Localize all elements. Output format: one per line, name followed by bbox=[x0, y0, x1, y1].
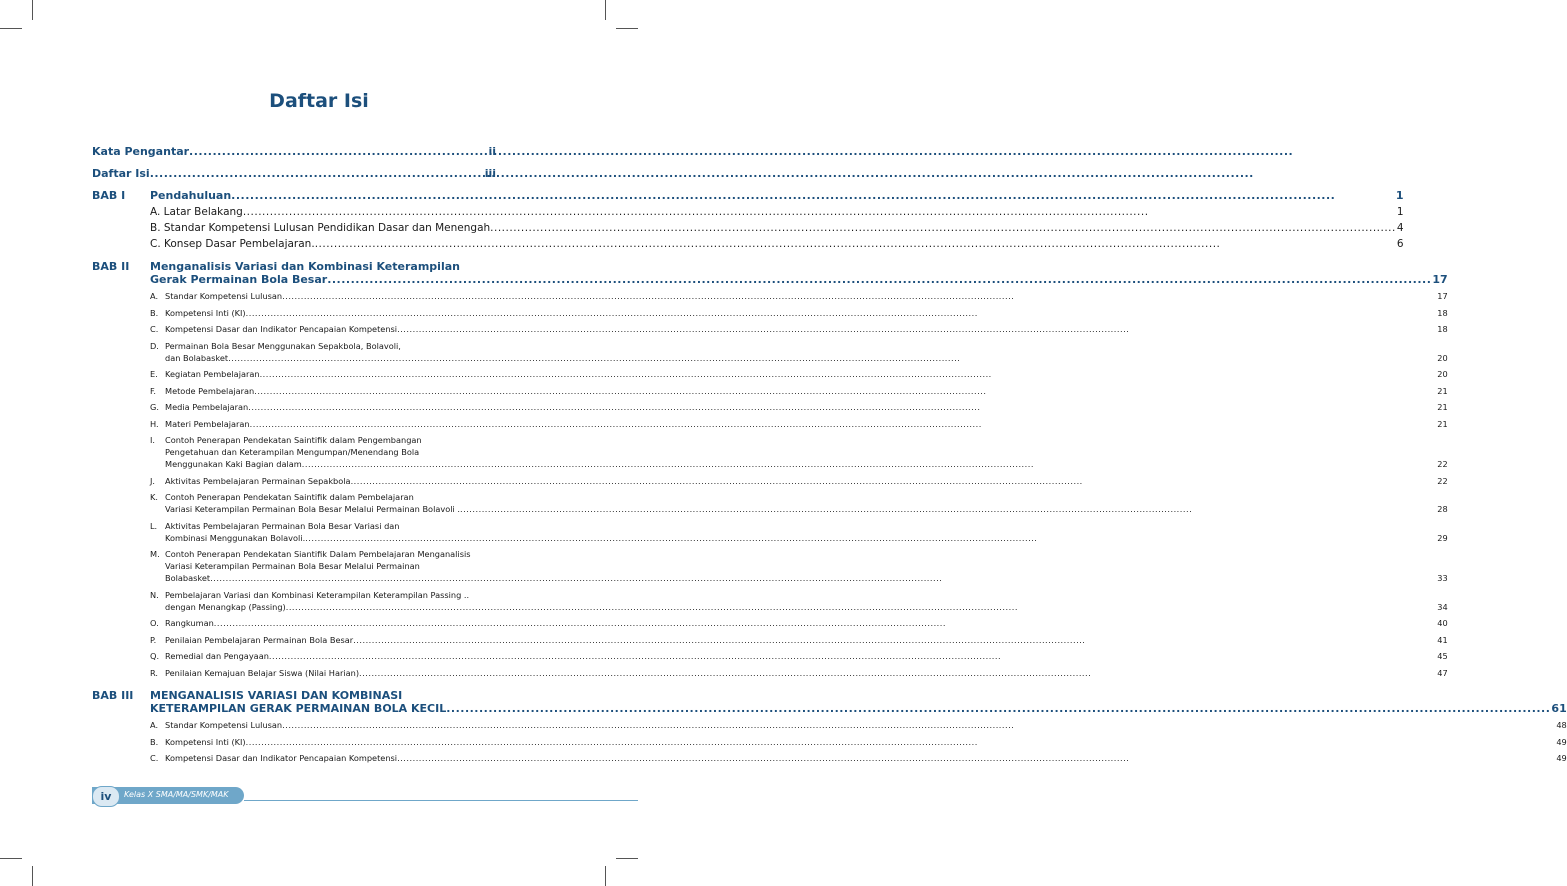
item-last-line-text: C. Konsep Dasar Pembelajaran. bbox=[150, 238, 315, 250]
dot-leader bbox=[246, 307, 1437, 319]
item-letter: E. bbox=[150, 369, 158, 379]
item-last-line bbox=[165, 736, 1567, 748]
list-item bbox=[150, 290, 1448, 302]
item-last-line bbox=[165, 458, 1448, 470]
dot-leader bbox=[250, 418, 1437, 430]
item-last-line-text: Penilaian Pembelajaran Permainan Bola Besar bbox=[165, 634, 354, 645]
page-number: iii bbox=[484, 167, 496, 180]
footer-book-title: Kelas X SMA/MA/SMK/MAK bbox=[124, 790, 229, 799]
page-number: 40 bbox=[1437, 618, 1448, 628]
item-last-line bbox=[150, 238, 1404, 250]
dot-leader bbox=[228, 352, 1436, 364]
dot-leader bbox=[210, 572, 1436, 584]
dot-leader bbox=[214, 617, 1437, 629]
toc-entry-text: Kata Pengantar bbox=[92, 145, 190, 158]
page-number: 4 bbox=[1396, 222, 1404, 234]
page-number: 49 bbox=[1556, 753, 1567, 763]
list-item bbox=[150, 238, 1404, 250]
item-content bbox=[165, 650, 1448, 662]
item-last-line-text: Kompetensi Dasar dan Indikator Pencapaian Kompetensi bbox=[165, 753, 398, 763]
chapter-title-line: Menganalisis Variasi dan Kombinasi Keterampilan bbox=[150, 260, 460, 273]
item-last-line bbox=[165, 475, 1448, 487]
page-number: 33 bbox=[1437, 573, 1448, 583]
chapter-title-last-line-text: KETERAMPILAN GERAK PERMAINAN BOLA KECIL bbox=[150, 702, 447, 715]
page-number: 21 bbox=[1437, 385, 1448, 396]
dot-leader bbox=[286, 601, 1437, 613]
item-last-line-text: Kombinasi Menggunakan Bolavoli. bbox=[165, 532, 306, 543]
item-letter: C. bbox=[150, 753, 159, 763]
dot-leader bbox=[353, 634, 1436, 646]
item-last-line bbox=[150, 222, 1404, 234]
page-number: 41 bbox=[1437, 634, 1448, 645]
list-item bbox=[150, 667, 1448, 679]
footer-rule bbox=[244, 800, 638, 801]
chapter-title-line: MENGANALISIS VARIASI DAN KOMBINASI bbox=[150, 689, 403, 702]
page-number: 22 bbox=[1437, 475, 1448, 486]
item-last-line bbox=[165, 650, 1448, 662]
page-number: 34 bbox=[1437, 601, 1448, 612]
dot-leader bbox=[243, 206, 1396, 218]
page-number: 20 bbox=[1437, 369, 1448, 379]
item-content bbox=[150, 238, 1404, 250]
page-number: 18 bbox=[1437, 324, 1448, 334]
item-last-line-text: Remedial dan Pengayaan bbox=[165, 651, 269, 661]
item-line: Contoh Penerapan Pendekatan Saintifik dalam Pengembangan bbox=[165, 435, 422, 445]
item-last-line bbox=[165, 667, 1448, 679]
item-last-line-text: Metode Pembelajaran bbox=[165, 385, 255, 396]
list-item bbox=[150, 340, 1448, 364]
dot-leader bbox=[305, 532, 1436, 544]
item-line: Permainan Bola Besar Menggunakan Sepakbola, Bolavoli, bbox=[165, 340, 401, 351]
item-content bbox=[165, 323, 1448, 335]
page-number: 48 bbox=[1556, 720, 1567, 730]
item-content bbox=[150, 206, 1404, 218]
item-last-line-text: dan Bolabasket bbox=[165, 352, 229, 363]
item-last-line-text: Media Pembelajaran bbox=[165, 402, 249, 412]
item-line: Contoh Penerapan Pendekatan Saintifik dalam Pembelajaran bbox=[165, 492, 414, 502]
chapter-label: BAB II bbox=[92, 260, 130, 273]
item-last-line-text: Menggunakan Kaki Bagian dalam bbox=[165, 459, 302, 469]
item-letter: D. bbox=[150, 340, 159, 351]
item-last-line-text: Standar Kompetensi Lulusan bbox=[165, 291, 283, 301]
item-last-line bbox=[165, 290, 1448, 302]
item-letter: R. bbox=[150, 667, 158, 678]
chapter-title-last-line-text: Pendahuluan bbox=[150, 189, 232, 202]
list-item bbox=[150, 736, 1567, 748]
page-number: 22 bbox=[1437, 459, 1448, 469]
dot-leader bbox=[327, 273, 1431, 286]
list-item bbox=[150, 222, 1404, 234]
item-letter: A. bbox=[150, 291, 159, 301]
item-letter: K. bbox=[150, 492, 158, 502]
item-last-line-text: Penilaian Kemajuan Belajar Siswa (Nilai Harian) bbox=[165, 667, 360, 678]
item-last-line bbox=[165, 368, 1448, 380]
page-number: 17 bbox=[1437, 291, 1448, 301]
dot-leader bbox=[397, 752, 1555, 764]
list-item bbox=[150, 385, 1448, 397]
toc-entry bbox=[92, 145, 496, 158]
item-content bbox=[165, 475, 1448, 487]
item-last-line-text: Rangkuman bbox=[165, 618, 214, 628]
item-last-line bbox=[165, 617, 1448, 629]
dot-leader bbox=[246, 736, 1556, 748]
item-last-line-text: Bolabasket bbox=[165, 573, 211, 583]
chapter-label: BAB I bbox=[92, 189, 126, 202]
list-item bbox=[150, 401, 1448, 413]
item-last-line-text: Kompetensi Inti (KI) bbox=[165, 736, 246, 747]
dot-leader bbox=[269, 650, 1436, 662]
item-line: Pengetahuan dan Keterampilan Mengumpan/Menendang Bola bbox=[165, 447, 420, 457]
chapter-body bbox=[150, 189, 1404, 254]
chapter-items bbox=[150, 206, 1404, 250]
dot-leader bbox=[302, 458, 1437, 470]
item-last-line-text: Kegiatan Pembelajaran bbox=[165, 369, 260, 379]
item-letter: P. bbox=[150, 634, 157, 645]
item-last-line-text: Kompetensi Inti (KI) bbox=[165, 307, 246, 318]
page-number: 21 bbox=[1437, 418, 1448, 429]
item-content bbox=[165, 401, 1448, 413]
item-letter: Q. bbox=[150, 651, 160, 661]
list-item bbox=[150, 307, 1448, 319]
chapter-items bbox=[150, 719, 1567, 764]
crop-mark bbox=[616, 28, 638, 29]
item-last-line bbox=[165, 401, 1448, 413]
page-number: 1 bbox=[1395, 189, 1404, 202]
list-item bbox=[150, 475, 1448, 487]
item-last-line bbox=[165, 634, 1448, 646]
item-last-line-text: Standar Kompetensi Lulusan bbox=[165, 720, 283, 730]
dot-leader bbox=[231, 189, 1395, 202]
page-number: 28 bbox=[1437, 504, 1448, 514]
list-item bbox=[150, 520, 1448, 544]
item-letter: C. bbox=[150, 324, 159, 334]
item-content bbox=[165, 368, 1448, 380]
item-content bbox=[165, 548, 1448, 584]
item-letter: G. bbox=[150, 402, 159, 412]
dot-leader bbox=[282, 719, 1555, 731]
item-content bbox=[165, 418, 1448, 430]
page-number: 45 bbox=[1437, 651, 1448, 661]
chapter-title-last-line bbox=[150, 702, 1567, 715]
chapter-items bbox=[150, 290, 1448, 679]
item-letter: H. bbox=[150, 418, 159, 429]
chapter-title bbox=[150, 189, 1404, 202]
item-line: Aktivitas Pembelajaran Permainan Bola Besar Variasi dan bbox=[165, 520, 400, 531]
item-letter: B. bbox=[150, 307, 159, 318]
page-number: 29 bbox=[1437, 532, 1448, 543]
dot-leader bbox=[260, 368, 1437, 380]
list-item bbox=[150, 491, 1448, 515]
item-content bbox=[165, 719, 1567, 731]
toc-entry bbox=[92, 167, 496, 180]
item-last-line bbox=[165, 532, 1448, 544]
dot-leader bbox=[189, 145, 487, 158]
chapter-block bbox=[92, 689, 1567, 769]
crop-mark bbox=[605, 0, 606, 20]
list-item bbox=[150, 548, 1448, 584]
dot-leader bbox=[282, 290, 1436, 302]
item-content bbox=[165, 340, 1448, 364]
list-item bbox=[150, 589, 1448, 613]
page-number: 21 bbox=[1437, 402, 1448, 412]
page-title: Daftar Isi bbox=[269, 90, 369, 112]
dot-leader bbox=[351, 475, 1437, 487]
dot-leader bbox=[315, 238, 1396, 250]
chapter-body bbox=[150, 689, 1567, 769]
item-last-line-text: Aktivitas Pembelajaran Permainan Sepakbola bbox=[165, 475, 351, 486]
table-of-contents bbox=[92, 145, 1567, 769]
crop-mark bbox=[0, 28, 22, 29]
dot-leader bbox=[248, 401, 1436, 413]
item-content bbox=[165, 667, 1448, 679]
item-content bbox=[165, 434, 1448, 470]
list-item bbox=[150, 719, 1567, 731]
item-content bbox=[165, 307, 1448, 319]
item-last-line-text: A. Latar Belakang bbox=[150, 206, 243, 218]
dot-leader bbox=[460, 503, 1436, 515]
item-last-line bbox=[165, 752, 1567, 764]
item-content bbox=[165, 634, 1448, 646]
crop-mark bbox=[32, 0, 33, 20]
item-last-line-text: B. Standar Kompetensi Lulusan Pendidikan Dasar dan Menengah bbox=[150, 222, 491, 234]
item-content bbox=[165, 736, 1567, 748]
dot-leader bbox=[359, 667, 1436, 679]
chapter-title bbox=[150, 260, 1448, 286]
chapter-label: BAB III bbox=[92, 689, 134, 702]
page-number: 6 bbox=[1396, 238, 1404, 250]
list-item bbox=[150, 323, 1448, 335]
crop-mark bbox=[32, 866, 33, 886]
item-last-line-text: Kompetensi Dasar dan Indikator Pencapaian Kompetensi bbox=[165, 324, 398, 334]
item-letter: M. bbox=[150, 549, 160, 559]
list-item bbox=[150, 650, 1448, 662]
page-number: 49 bbox=[1556, 736, 1567, 747]
item-content bbox=[165, 520, 1448, 544]
chapter-block bbox=[92, 189, 1404, 254]
crop-mark bbox=[0, 858, 22, 859]
item-last-line bbox=[165, 352, 1448, 364]
item-content bbox=[165, 491, 1448, 515]
item-letter: F. bbox=[150, 385, 156, 396]
item-last-line bbox=[165, 719, 1567, 731]
item-content bbox=[165, 290, 1448, 302]
footer-page-number: iv bbox=[92, 786, 120, 807]
item-last-line bbox=[165, 307, 1448, 319]
item-last-line-text: dengan Menangkap (Passing) bbox=[165, 601, 286, 612]
chapter-title bbox=[150, 689, 1567, 715]
chapter-title-last-line bbox=[150, 273, 1448, 286]
dot-leader bbox=[150, 167, 484, 180]
toc-entry-text: Daftar Isi bbox=[92, 167, 150, 180]
page-number: 20 bbox=[1437, 352, 1448, 363]
crop-mark bbox=[616, 858, 638, 859]
dot-leader bbox=[397, 323, 1436, 335]
item-last-line bbox=[165, 323, 1448, 335]
item-last-line bbox=[165, 503, 1448, 515]
chapter-title-last-line-text: Gerak Permainan Bola Besar bbox=[150, 273, 328, 286]
dot-leader bbox=[490, 222, 1396, 234]
page-number: 1 bbox=[1396, 206, 1404, 218]
item-content bbox=[165, 617, 1448, 629]
item-content bbox=[165, 385, 1448, 397]
dot-leader bbox=[446, 702, 1550, 715]
item-content bbox=[150, 222, 1404, 234]
item-content bbox=[165, 589, 1448, 613]
list-item bbox=[150, 368, 1448, 380]
item-last-line bbox=[165, 572, 1448, 584]
item-last-line bbox=[165, 601, 1448, 613]
item-letter: A. bbox=[150, 720, 159, 730]
item-last-line-text: Materi Pembelajaran bbox=[165, 418, 250, 429]
item-letter: L. bbox=[150, 520, 158, 531]
item-line: Contoh Penerapan Pendekatan Siantifik Dalam Pembelajaran Menganalisis bbox=[165, 549, 471, 559]
item-content bbox=[165, 752, 1567, 764]
page-number: ii bbox=[488, 145, 496, 158]
page-number: 18 bbox=[1437, 307, 1448, 318]
list-item bbox=[150, 206, 1404, 218]
page-number: 61 bbox=[1551, 702, 1567, 715]
chapter-body bbox=[150, 260, 1448, 683]
list-item bbox=[150, 434, 1448, 470]
list-item bbox=[150, 634, 1448, 646]
chapter-title-last-line bbox=[150, 189, 1404, 202]
item-letter: O. bbox=[150, 618, 159, 628]
item-line: Variasi Keterampilan Permainan Bola Besar Melalui Permainan bbox=[165, 561, 420, 571]
item-line: Pembelajaran Variasi dan Kombinasi Keterampilan Keterampilan Passing .. bbox=[165, 589, 470, 600]
chapter-block bbox=[92, 260, 1448, 683]
item-last-line bbox=[150, 206, 1404, 218]
list-item bbox=[150, 752, 1567, 764]
page-number: 17 bbox=[1432, 273, 1448, 286]
page-number: 47 bbox=[1437, 667, 1448, 678]
item-letter: J. bbox=[150, 475, 156, 486]
item-letter: B. bbox=[150, 736, 159, 747]
item-last-line bbox=[165, 385, 1448, 397]
crop-mark bbox=[605, 866, 606, 886]
list-item bbox=[150, 617, 1448, 629]
item-last-line-text: Variasi Keterampilan Permainan Bola Besar Melalui Permainan Bolavoli . bbox=[165, 504, 460, 514]
item-letter: I. bbox=[150, 435, 156, 445]
dot-leader bbox=[254, 385, 1436, 397]
item-letter: N. bbox=[150, 589, 159, 600]
item-last-line bbox=[165, 418, 1448, 430]
list-item bbox=[150, 418, 1448, 430]
